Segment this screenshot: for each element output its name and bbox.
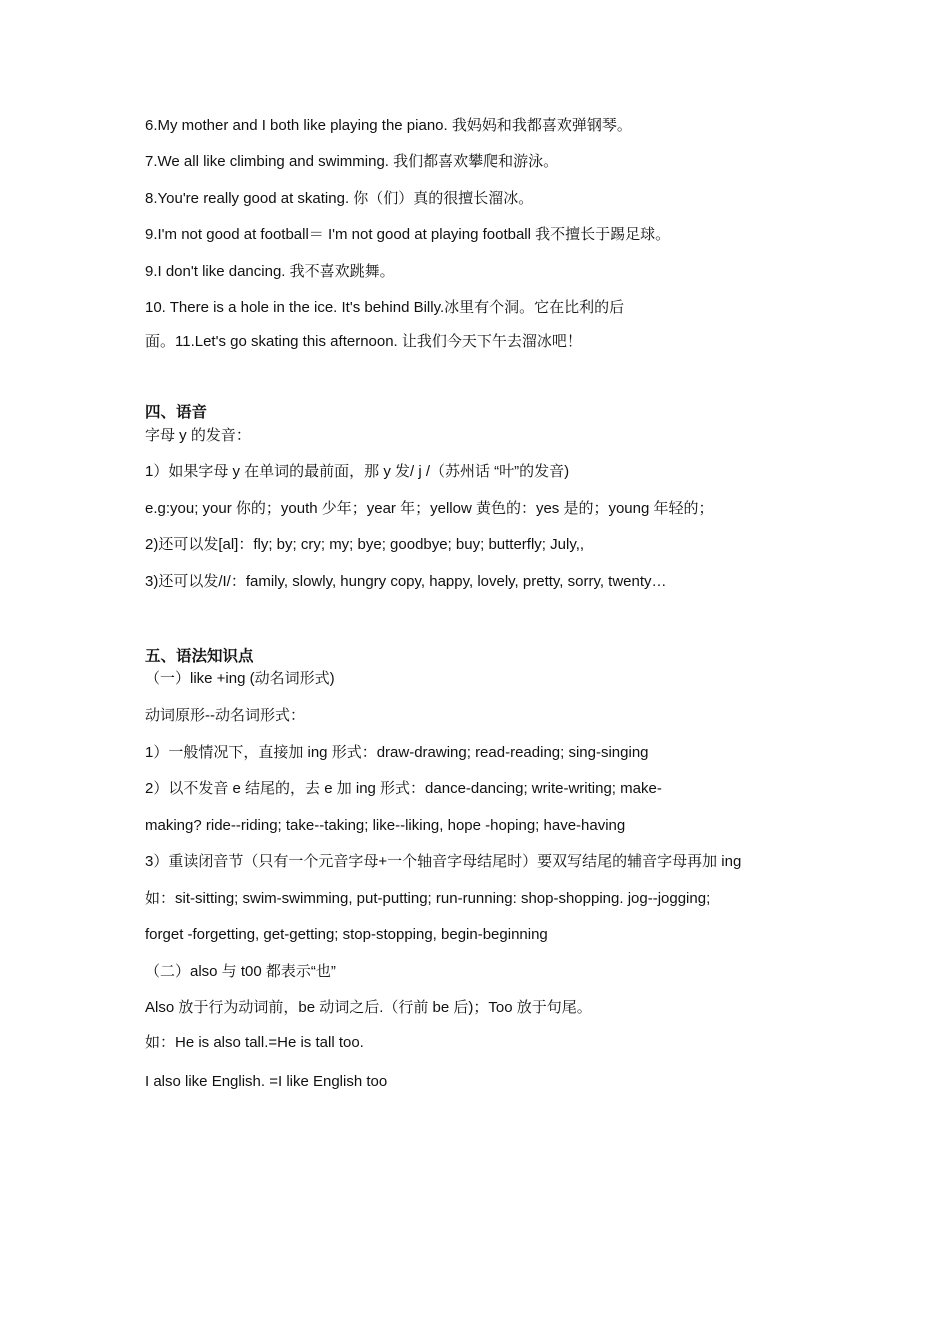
phonics-rule-3: 3)还可以发/I/：family, slowly, hungry copy, happy, lovely, pretty, sorry, twenty…	[145, 573, 667, 590]
phonics-heading: 四、语音	[145, 404, 208, 421]
sentence-7: 7.We all like climbing and swimming. 我们都喜欢攀爬和游泳。	[145, 153, 559, 170]
phonics-examples: e.g:you; your 你的；youth 少年；year 年；yellow 黄色的：yes 是的；young 年轻的；	[145, 500, 714, 517]
grammar-sub-1: （一）like +ing (动名词形式)	[145, 670, 335, 687]
grammar-line-9: 如：He is also tall.=He is tall too.	[145, 1034, 364, 1051]
sentence-6: 6.My mother and I both like playing the piano. 我妈妈和我都喜欢弹钢琴。	[145, 117, 632, 134]
grammar-line-2: 1）一般情况下，直接加 ing 形式：draw-drawing; read-reading; sing-singing	[145, 744, 649, 761]
grammar-line-4: making? ride--riding; take--taking; like--liking, hope -hoping; have-having	[145, 817, 626, 834]
phonics-intro: 字母 y 的发音：	[145, 427, 251, 444]
grammar-line-1: 动词原形--动名词形式：	[145, 707, 305, 724]
grammar-line-5: 3）重读闭音节（只有一个元音字母+一个轴音字母结尾时）要双写结尾的辅音字母再加 ing	[145, 853, 742, 870]
sentence-9a: 9.I'm not good at football＝ I'm not good at playing football 我不擅长于踢足球。	[145, 226, 671, 243]
grammar-heading: 五、语法知识点	[145, 648, 254, 665]
grammar-line-8: Also 放于行为动词前，be 动词之后.（行前 be 后)；Too 放于句尾。	[145, 999, 592, 1016]
grammar-line-7: forget -forgetting, get-getting; stop-stopping, begin-beginning	[145, 926, 548, 943]
sentence-10: 10. There is a hole in the ice. It's behind Billy.冰里有个洞。它在比利的后	[145, 299, 625, 316]
sentence-11: 面。11.Let's go skating this afternoon. 让我们今天下午去溜冰吧！	[145, 333, 582, 350]
phonics-rule-1: 1）如果字母 y 在单词的最前面，那 y 发/ j /（苏州话 “叶”的发音)	[145, 463, 570, 480]
grammar-sub-2: （二）also 与 t00 都表示“也”	[145, 963, 336, 980]
phonics-rule-2: 2)还可以发[al]：fly; by; cry; my; bye; goodbye; buy; butterfly; July,,	[145, 536, 585, 553]
sentence-8: 8.You're really good at skating. 你（们）真的很擅长溜冰。	[145, 190, 534, 207]
grammar-line-6: 如：sit-sitting; swim-swimming, put-putting; run-running: shop-shopping. jog--jogging;	[145, 890, 711, 907]
grammar-line-10: I also like English. =I like English too	[145, 1073, 388, 1090]
sentence-9b: 9.I don't like dancing. 我不喜欢跳舞。	[145, 263, 395, 280]
grammar-line-3: 2）以不发音 e 结尾的，去 e 加 ing 形式：dance-dancing; write-writing; make-	[145, 780, 662, 797]
